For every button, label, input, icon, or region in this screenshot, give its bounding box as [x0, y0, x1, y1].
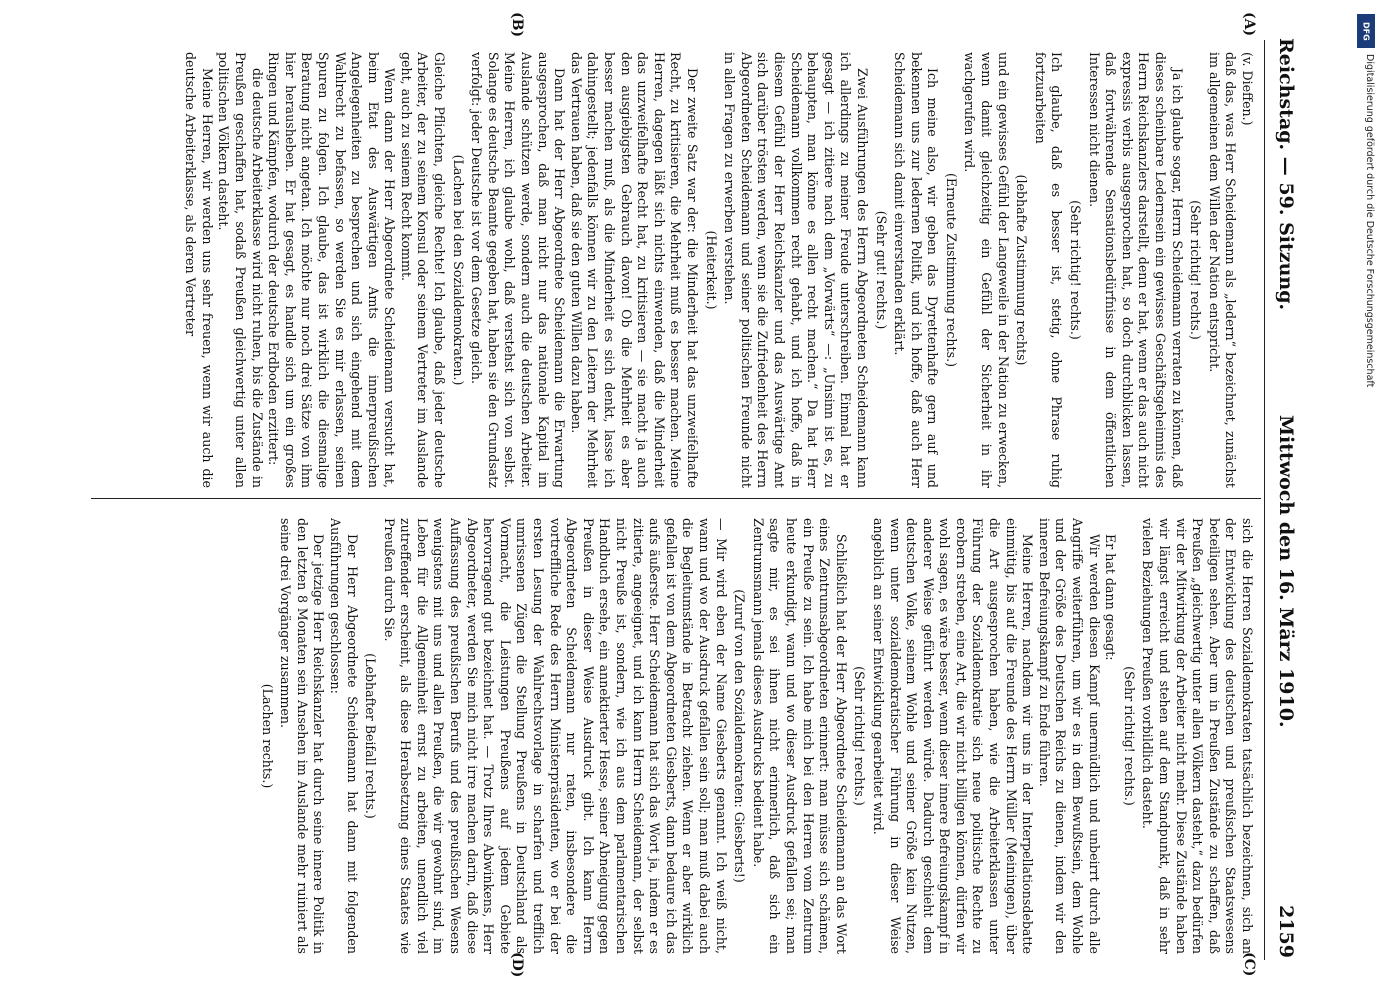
column-divider [91, 498, 1261, 499]
document-page [55, 0, 1345, 1000]
margin-letter-b: (B) [509, 12, 525, 38]
paragraph: daß das, was Herr Scheidemann als „ledern“ bezeichnet, zunächst im allgemeinen dem Willen der Nation entspricht. [1206, 52, 1239, 488]
paragraph: Meine Herren, wir werden uns sehr freuen, wenn wir auch die deutsche Arbeiterklasse, als deren Vertreter [183, 52, 215, 488]
text-column-right [95, 518, 1255, 954]
paragraph: Ja ich glaube sogar, Herrn Scheidemann verraten zu können, daß dieses scheinbare Ledernsein ein gewisses Geschäftsgeheimnis des Herrn Reichskanzlers darstellt, denn er hat, wenn er das auch nicht expressis verbis ausgesprochen hat, so doch durchblicken lassen, daß fortwährende Sensationsbedürfnisse in dem öffentlichen Interessen nicht dienen. [1086, 52, 1185, 488]
page-number: 2159 [1275, 905, 1297, 958]
paragraph: Meine Herren, nachdem wir uns in der Interpellationsdebatte einmütig, bis auf die Freunde des Herrn Müller (Meiningen), über die Art ausgesprochen haben, wie die Arbeiterklassen unter Führung der Sozialdemokratie sich neue politische Rechte zu erobern streben, eine Art, die wir nicht billigen können, dürfen wir wohl sagen, es wäre besser, wenn dieser innere Befreiungskampf in anderer Weise geführt werden würde. Dadurch geschieht dem deutschen Volke, seinem Wohle und seiner Größe kein Nutzen, wenn unter sozialdemokratischer Führung in dieser Weise angeblich an seiner Entwicklung gearbeitet wird. [870, 518, 1036, 954]
margin-letter-a: (A) [1241, 12, 1257, 37]
interjection: (Sehr richtig! rechts.) [1068, 200, 1084, 340]
interjection: (Zuruf von den Sozialdemokraten: Giesberts!) [732, 589, 748, 883]
paragraph: Wir werden diesen Kampf unermüdlich und unbeirrt durch alle Angriffe weiterführen, um wir es in dem Bewußtsein, dem Wohle und der Größe des Deutschen Reichs zu dienen, indem wir den inneren Befreiungskampf zu Ende führen. [1036, 518, 1102, 954]
speaker-label: (v. Dieffen.) [1240, 52, 1255, 126]
text-column-left [95, 52, 1255, 488]
digitization-credit: Digitalisierung gefördert durch die Deutsche Forschungsgemeinschaft [1364, 54, 1375, 388]
paragraph: Er hat dann gesagt: [1103, 534, 1119, 661]
paragraph: die deutsche Arbeiterklasse wird nicht ruhen, bis die Zustände in Preußen geschaffen hat, sodaß Preußen gleichwertig unter allen politischen Völkern dasteht. [216, 52, 265, 488]
header-divider [1264, 40, 1265, 960]
margin-letter-d: (D) [509, 952, 525, 978]
header-section-title: Reichstag. — 59. Sitzung. [1275, 38, 1297, 311]
paragraph: Gleiche Pflichten, gleiche Rechte! Ich glaube, daß jeder deutsche Arbeiter, der zu seinem Konsul oder seinem Vertreter im Auslande geht, auch zu seinem Recht kommt. [398, 52, 448, 488]
paragraph: Wenn dann der Herr Abgeordnete Scheidemann versucht hat, beim Etat des Auswärtigen Amts die innerpreußischen Angelegenheiten zu besprechen und sich eingehend mit dem Wahlrecht zu befassen, so werden Sie es mir erlassen, seinen Spuren zu folgen. Ich glaube, das ist wirklich die diesmalige Beratung nicht angetan. Ich möchte nur noch drei Sätze von ihm hier herausheben. Er hat gesagt, es handle sich um ein großes Ringen und Kämpfen, wodurch der deutsche Erdboden erzittert: [266, 52, 398, 488]
paragraph: Ich glaube, daß es besser ist, stetig, ohne Phrase ruhig fortzuarbeiten [1032, 52, 1065, 488]
interjection: (Sehr richtig! rechts.) [1121, 666, 1137, 806]
paragraph: — Mir wird eben der Name Giesberts genannt. Ich weiß nicht, wann und wo der Ausdruck gefallen sein soll; man muß dabei auch die Begleitumstände in Betracht ziehen. Wenn er aber wirklich gefallen ist von dem Abgeordneten Giesberts, dann bedaure ich das aufs äußerste. Herr Scheidemann hat sich das Wort ja, indem er es zitierte, angeeignet, und ich kann Herrn Scheidemann, der selbst nicht Preuße ist, sondern, wie ich aus dem parlamentarischen Handbuch ersehe, ein annektierter Hesse, seiner Abneigung gegen Preußen in dieser Weise Ausdruck gibt. Ich kann Herrn Abgeordneten Scheidemann nur raten, insbesondere die vortreffliche Rede des Herrn Ministerpräsidenten, wo er bei der ersten Lesung der Wahlrechtsvorlage in scharfen und trefflich umrissenen Zügen die Stellung Preußens in Deutschland als Vormacht, die Leistungen Preußens auf jedem Gebiete hervorragend gut bezeichnet hat. — Trotz Ihres Abwinkens, Herr Abgeordneter, werden Sie mich nicht irre machen darin, daß diese Auffassung des preußischen Berufs und des preußischen Wesens wenigstens mit uns und allen Preußen, die wir gewohnt sind, im Leben für die Allgemeinheit ernst zu arbeiten, unendlich viel zutreffender erscheint, als diese Herabsetzung eines Staates wie Preußen durch Sie. [381, 518, 729, 954]
paragraph: Ich meine also, wir geben das Dyrettenhafte gern auf und bekennen uns zur ledernen Politik, und ich hoffe, daß auch Herr Scheidemann sich damit einverstanden erklärt. [892, 52, 941, 488]
interjection: (Sehr richtig! rechts.) [1188, 200, 1204, 340]
interjection: (Heiterkeit.) [703, 230, 719, 310]
digitization-credit-bar [1357, 14, 1375, 974]
interjection: (Lachen rechts.) [259, 683, 275, 789]
interjection: (Erneute Zustimmung rechts.) [943, 173, 959, 367]
interjection: (Sehr gut! rechts.) [873, 210, 889, 330]
paragraph: Der jetzige Herr Reichskanzler hat durch seine innere Politik in den letzten 8 Monaten sein Ansehen im Auslande mehr ruiniert als seine drei Vorgänger zusammen. [278, 518, 327, 954]
interjection: (lebhafte Zustimmung rechts) [1014, 174, 1030, 366]
paragraph: Der zweite Satz war der: die Minderheit hat das unzweifelhafte Recht, zu kritisieren, die Mehrheit muß es besser machen. Meine Herren, dagegen läßt sich nichts einwenden, daß die Minderheit das unzweifelhafte Recht hat, zu kritisieren — sie macht ja auch den ausgiebigsten Gebrauch davon! Ob die Mehrheit es aber besser machen muß, als die Minderheit es sich denkt, lasse ich dahingestellt; jedenfalls können wir zu den Leitern der Mehrheit das Vertrauen haben, daß sie den guten Willen dazu haben. [568, 52, 700, 488]
interjection: (Lachen bei den Sozialdemokraten.) [450, 154, 466, 386]
paragraph: Der Herr Abgeordnete Scheidemann hat dann mit folgenden Ausführungen geschlossen: [327, 518, 360, 954]
paragraph: und ein gewisses Gefühl der Langeweile in der Nation zu erwecken, wenn damit gleichzeitig ein Gefühl der Sicherheit in ihr wachgerufen wird. [962, 52, 1011, 488]
paragraph: Dann hat der Herr Abgeordnete Scheidemann die Erwartung ausgesprochen, daß man nicht nur das nationale Kapital im Auslande schützen werde, sondern auch die deutschen Arbeiter. Meine Herren, ich glaube wohl, daß verstehst sich von selbst. Solange es deutsche Beamte gegeben hat, haben sie den Grundsatz verfolgt: jeder Deutsche ist vor dem Gesetze gleich. [469, 52, 568, 488]
paragraph: sich die Herren Sozialdemokraten tatsächlich bezeichnen, sich an der Entwicklung des deutschen und preußischen Staatswesens beteiligen sehen. Aber um in Preußen Zustände zu schaffen, daß Preußen „gleichwertig unter allen Völkern dasteht,“ dazu bedürfen wir der Mitwirkung der Arbeiter nicht mehr. Diese Zustände haben wir längst erreicht und stehen auf dem Standpunkt, daß in sehr vielen Beziehungen Preußen vorbildlich dasteht. [1140, 518, 1255, 954]
interjection: (Sehr richtig! rechts.) [852, 666, 868, 806]
running-header [1269, 0, 1303, 1000]
header-session-date: Mittwoch den 16. März 1910. [1275, 415, 1297, 728]
dfg-logo: DFG [1357, 14, 1375, 48]
paragraph: Schließlich hat der Herr Abgeordnete Scheidemann an das Wort eines Zentrumsabgeordneten erinnert: man müsse sich schämen, ein Preuße zu sein. Ich habe mich bei den Herren vom Zentrum heute erkundigt, wann und wo dieser Ausdruck gefallen sei; man sagte mir, es sei ihnen nicht erinnerlich, daß sich ein Zentrumsmann jemals dieses Ausdrucks bedient habe. [750, 518, 849, 954]
paragraph: Zwei Ausführungen des Herrn Abgeordneten Scheidemann kann ich allerdings zu meiner Freude unterschreiben. Einmal hat er gesagt — ich zitiere nach dem „Vorwärts“ —: „Unsinn ist es, zu behaupten, man könne es allen recht machen.“ Da hat Herr Scheidemann vollkommen recht gehabt, und ich hoffe, daß in diesem Gefühl der Herr Reichskanzler und das Auswärtige Amt sich darüber trösten werden, wenn sie die Zufriedenheit des Herrn Abgeordneten Scheidemann und seiner politischen Freunde nicht in allen Fragen zu erwerben verstehen. [722, 52, 870, 488]
margin-letter-c: (C) [1241, 952, 1257, 977]
interjection: (Lebhafter Beifall rechts.) [363, 653, 379, 819]
